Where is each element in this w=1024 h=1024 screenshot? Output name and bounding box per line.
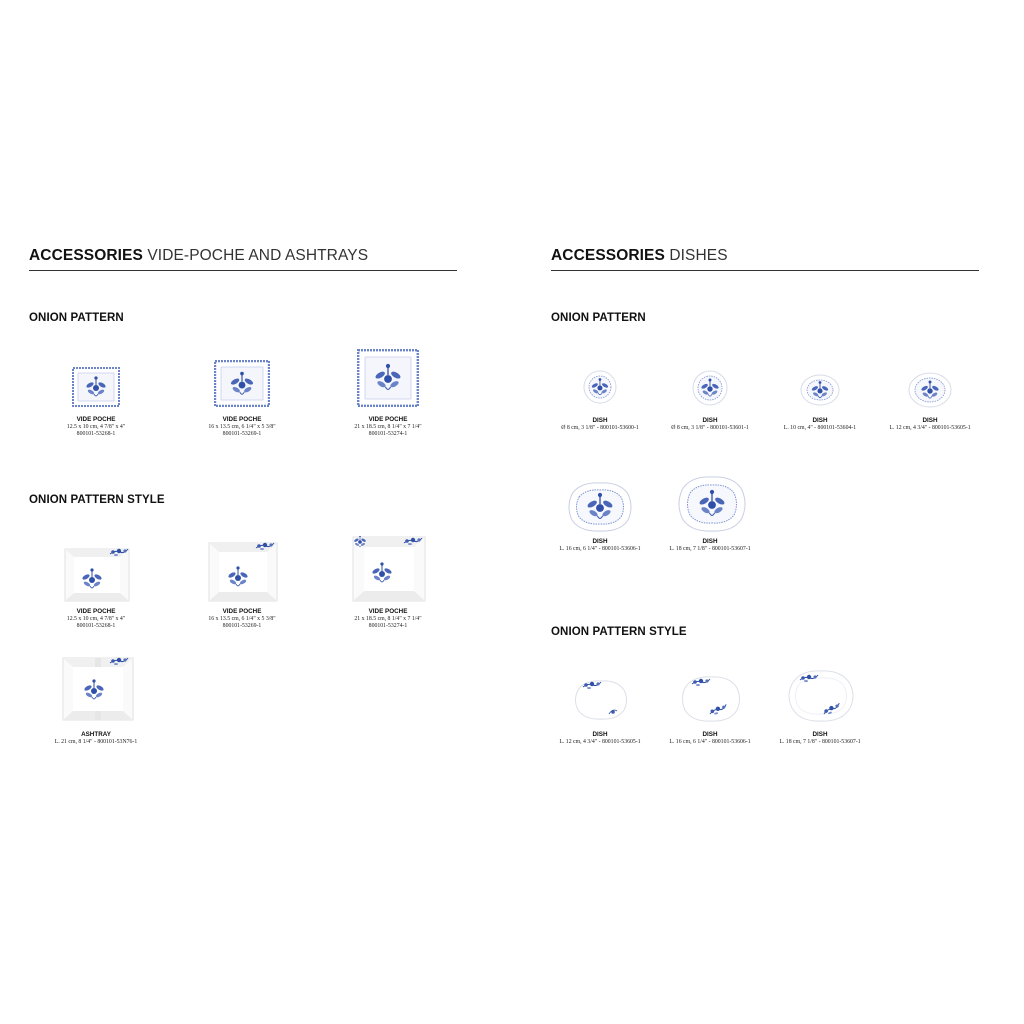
dish-scalloped-1-image bbox=[566, 480, 634, 534]
dish-style-1-image bbox=[573, 678, 629, 722]
left-item-ashtray bbox=[0, 731, 196, 746]
item-spec: L. 12 cm, 4 3/4" - 800101-53605-1 bbox=[889, 425, 971, 431]
left-item-6 bbox=[288, 608, 488, 630]
dish-style-3-image bbox=[786, 668, 856, 724]
item-spec: Ø 8 cm, 3 1/8" - 800101-53601-1 bbox=[671, 425, 749, 431]
item-spec: L. 16 cm, 6 1/4" - 800101-53606-1 bbox=[559, 546, 641, 552]
right-item-4 bbox=[830, 417, 1024, 432]
dish-oval-1-image bbox=[800, 374, 840, 406]
item-name: VIDE POCHE bbox=[368, 608, 408, 615]
item-name: DISH bbox=[812, 731, 828, 738]
item-name: DISH bbox=[812, 417, 828, 424]
item-name: VIDE POCHE bbox=[222, 416, 262, 423]
left-title-rule bbox=[29, 270, 457, 271]
vide-poche-style-medium-image bbox=[208, 542, 278, 602]
left-section-onion-pattern-style: ONION PATTERN STYLE bbox=[29, 494, 165, 506]
item-code: 800101-53274-1 bbox=[368, 431, 408, 437]
item-name: VIDE POCHE bbox=[368, 416, 408, 423]
right-title-light: DISHES bbox=[669, 247, 728, 264]
vide-poche-style-small-image bbox=[64, 548, 130, 602]
item-spec: 16 x 13.5 cm, 6 1/4" x 5 3/8" bbox=[208, 424, 276, 430]
item-name: VIDE POCHE bbox=[76, 416, 116, 423]
item-spec: 21 x 18.5 cm, 8 1/4" x 7 1/4" bbox=[354, 616, 422, 622]
item-code: 800101-53269-1 bbox=[222, 431, 262, 437]
item-name: DISH bbox=[702, 417, 718, 424]
item-name: DISH bbox=[702, 538, 718, 545]
item-code: 800101-53269-1 bbox=[222, 623, 262, 629]
dish-round-2-image bbox=[692, 370, 728, 406]
vide-poche-style-large-image bbox=[352, 536, 426, 602]
item-name: DISH bbox=[592, 417, 608, 424]
item-code: 800101-53268-1 bbox=[76, 431, 116, 437]
vide-poche-large-image bbox=[357, 349, 419, 407]
right-item-6 bbox=[610, 538, 810, 553]
item-spec: L. 12 cm, 4 3/4" - 800101-53605-1 bbox=[559, 739, 641, 745]
item-spec: L. 16 cm, 6 1/4" - 800101-53606-1 bbox=[669, 739, 751, 745]
item-name: DISH bbox=[592, 538, 608, 545]
item-spec: L. 18 cm, 7 1/8" - 800101-53607-1 bbox=[669, 546, 751, 552]
right-section-onion-pattern: ONION PATTERN bbox=[551, 312, 646, 324]
item-name: DISH bbox=[702, 731, 718, 738]
item-name: VIDE POCHE bbox=[76, 608, 116, 615]
dish-style-2-image bbox=[680, 674, 742, 724]
item-name: VIDE POCHE bbox=[222, 608, 262, 615]
left-title-bold: ACCESSORIES bbox=[29, 247, 143, 264]
right-page-title bbox=[551, 247, 728, 265]
right-item-9 bbox=[720, 731, 920, 746]
left-section-onion-pattern: ONION PATTERN bbox=[29, 312, 124, 324]
item-name: DISH bbox=[922, 417, 938, 424]
item-code: 800101-53268-1 bbox=[76, 623, 116, 629]
item-spec: 16 x 13.5 cm, 6 1/4" x 5 3/8" bbox=[208, 616, 276, 622]
ashtray-image bbox=[62, 657, 134, 721]
dish-oval-2-image bbox=[908, 372, 952, 408]
left-item-3 bbox=[288, 416, 488, 438]
left-page-title bbox=[29, 247, 368, 265]
right-title-rule bbox=[551, 270, 979, 271]
left-title-light: VIDE-POCHE AND ASHTRAYS bbox=[147, 247, 369, 264]
item-name: DISH bbox=[592, 731, 608, 738]
item-spec: Ø 8 cm, 3 1/8" - 800101-53600-1 bbox=[561, 425, 639, 431]
dish-round-1-image bbox=[583, 370, 617, 404]
dish-scalloped-2-image bbox=[676, 474, 748, 534]
item-spec: 12.5 x 10 cm, 4 7/8" x 4" bbox=[66, 616, 126, 622]
vide-poche-medium-image bbox=[214, 360, 270, 407]
item-code: 800101-53274-1 bbox=[368, 623, 408, 629]
right-section-onion-pattern-style: ONION PATTERN STYLE bbox=[551, 626, 687, 638]
vide-poche-small-image bbox=[72, 367, 120, 407]
item-spec: 12.5 x 10 cm, 4 7/8" x 4" bbox=[66, 424, 126, 430]
item-spec: L. 18 cm, 7 1/8" - 800101-53607-1 bbox=[779, 739, 861, 745]
item-name: ASHTRAY bbox=[81, 731, 111, 738]
item-spec: 21 x 18.5 cm, 8 1/4" x 7 1/4" bbox=[354, 424, 422, 430]
item-spec: L. 21 cm, 8 1/4" - 800101-53N76-1 bbox=[54, 739, 138, 745]
right-title-bold: ACCESSORIES bbox=[551, 247, 665, 264]
item-spec: L. 10 cm, 4" - 800101-53604-1 bbox=[783, 425, 857, 431]
